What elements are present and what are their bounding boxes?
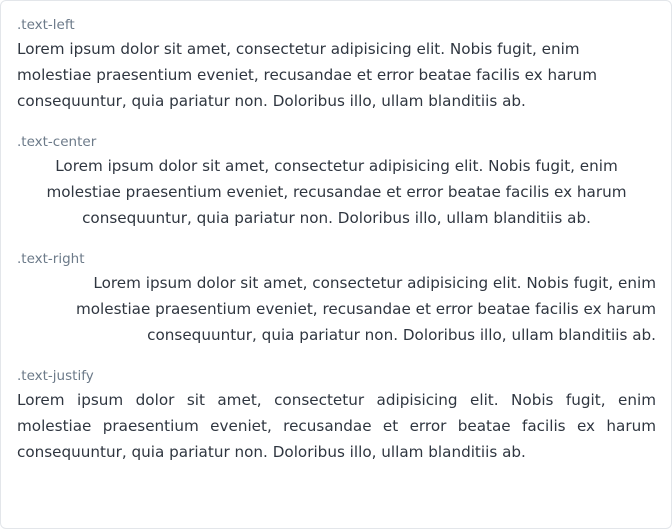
text-right-paragraph: Lorem ipsum dolor sit amet, consectetur adipisicing elit. Nobis fugit, enim molestiae praesentium eveniet, recusandae et error beatae facilis ex harum consequuntur, quia pariatur non. Doloribus illo, ullam blanditiis ab. bbox=[75, 274, 656, 344]
text-justify-example bbox=[17, 366, 655, 465]
text-left-example bbox=[17, 15, 655, 114]
text-center-paragraph: Lorem ipsum dolor sit amet, consectetur adipisicing elit. Nobis fugit, enim molestiae praesentium eveniet, recusandae et error beatae facilis ex harum consequuntur, quia pariatur non. Doloribus illo, ullam blanditiis ab. bbox=[46, 157, 627, 227]
text-center-example bbox=[17, 132, 655, 231]
text-justify-label: .text-justify bbox=[17, 368, 94, 384]
text-right-label: .text-right bbox=[17, 251, 85, 267]
text-left-label: .text-left bbox=[17, 17, 75, 33]
text-justify-paragraph: Lorem ipsum dolor sit amet, consectetur adipisicing elit. Nobis fugit, enim molestiae praesentium eveniet, recusandae et error beatae facilis ex harum consequuntur, quia pariatur non. Doloribus illo, ullam blanditiis ab. bbox=[17, 391, 656, 461]
text-right-example bbox=[17, 249, 655, 348]
text-center-label: .text-center bbox=[17, 134, 97, 150]
text-left-paragraph: Lorem ipsum dolor sit amet, consectetur adipisicing elit. Nobis fugit, enim molestiae praesentium eveniet, recusandae et error beatae facilis ex harum consequuntur, quia pariatur non. Doloribus illo, ullam blanditiis ab. bbox=[17, 40, 598, 110]
